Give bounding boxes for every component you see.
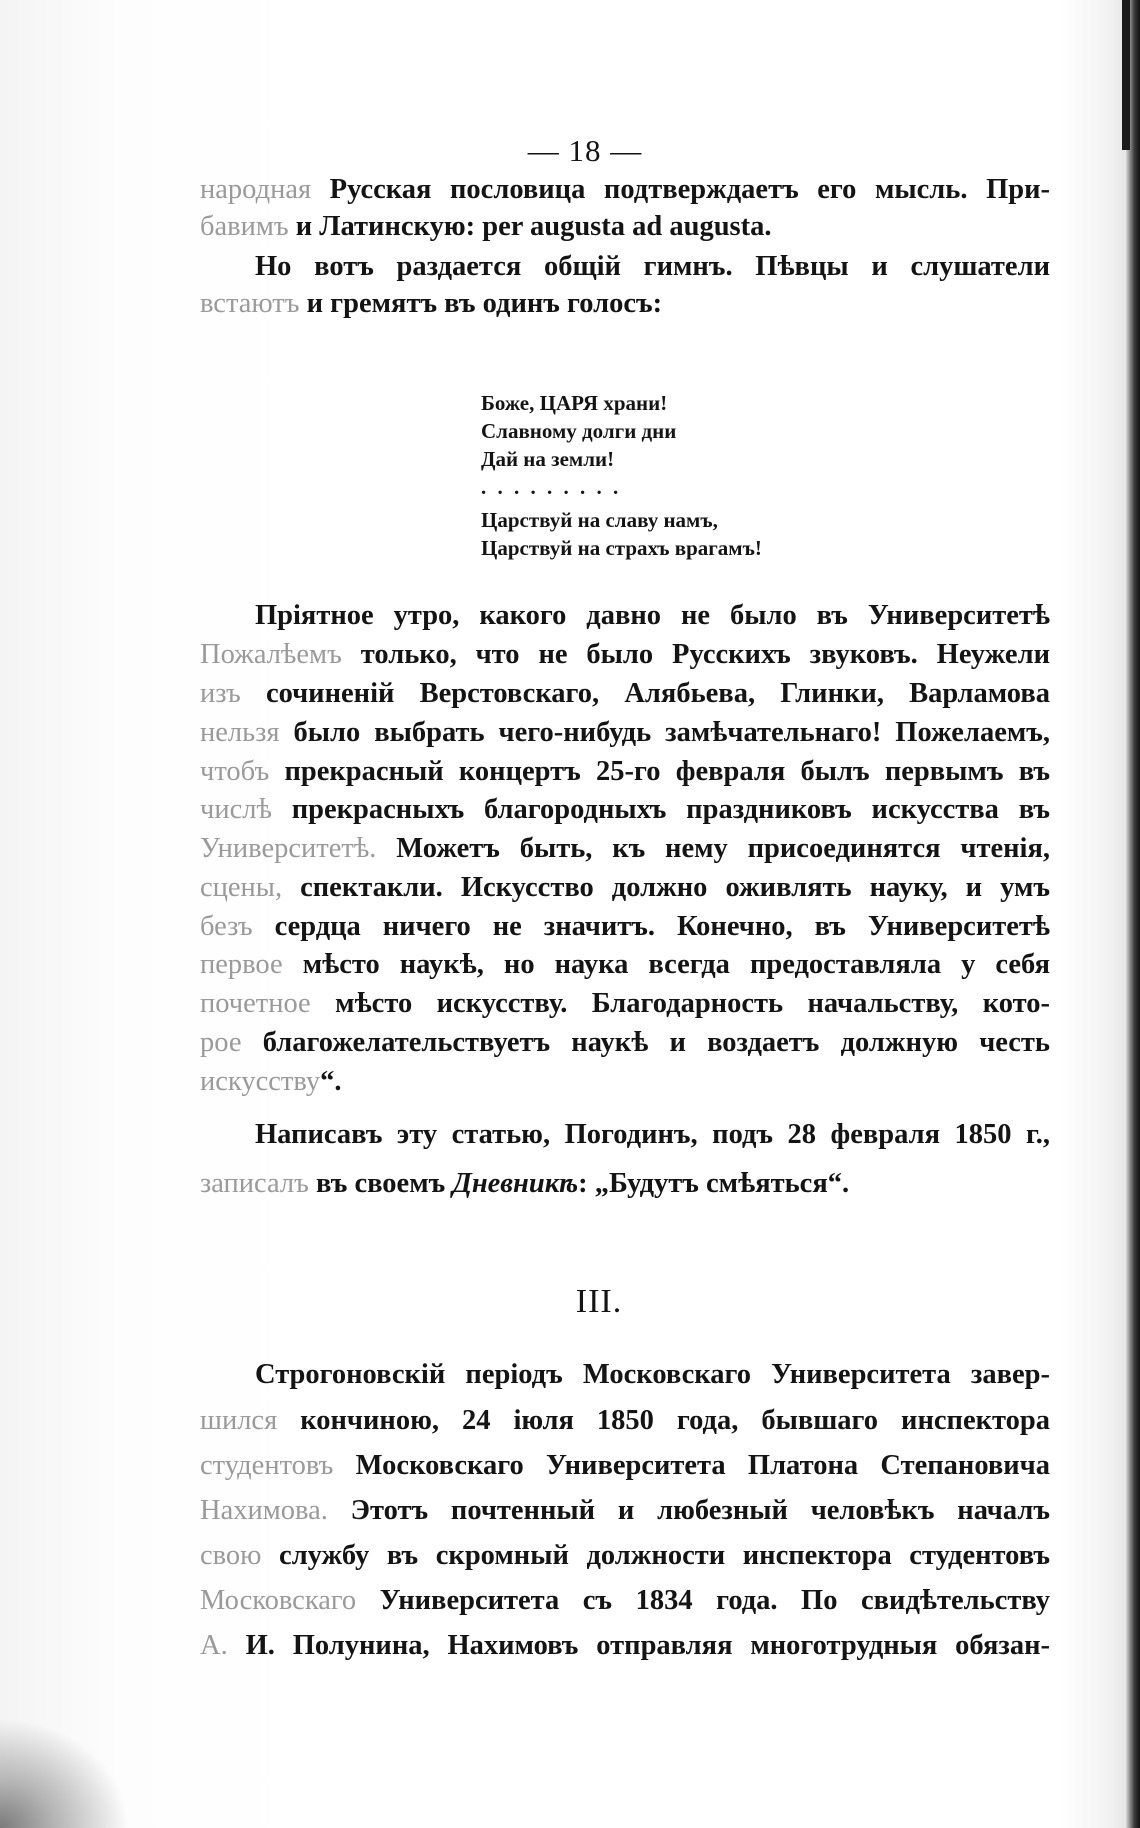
text-line: Строгоновскій періодъ Московскаго Университета завер- bbox=[255, 1359, 1050, 1390]
text-line: Написавъ эту статью, Погодинъ, подъ 28 февраля 1850 г., bbox=[255, 1119, 1050, 1150]
verse-line: Славному долги дни bbox=[481, 419, 677, 443]
text-line: Нахимова. Этотъ почтенный и любезный человѣкъ началъ bbox=[200, 1495, 1050, 1526]
text-line: нельзя было выбрать чего-нибудь замѣчательнаго! Пожелаемъ, bbox=[200, 717, 1050, 748]
text-line: бавимъ и Латинскую: per augusta ad augusta. bbox=[200, 211, 772, 242]
text-line: искусству“. bbox=[200, 1066, 342, 1097]
text-line: студентовъ Московскаго Университета Платона Степановича bbox=[200, 1450, 1050, 1481]
text-line: А. И. Полунина, Нахимовъ отправляя многотрудныя обязан- bbox=[200, 1630, 1050, 1661]
text-line: Пожалѣемъ только, что не было Русскихъ звуковъ. Неужели bbox=[200, 639, 1050, 670]
text-line: почетное мѣсто искусству. Благодарность начальству, кото- bbox=[200, 988, 1050, 1019]
text-line: встаютъ и гремятъ въ одинъ голосъ: bbox=[200, 288, 663, 319]
verse-line: Дай на земли! bbox=[481, 447, 615, 471]
text-line: рое благожелательствуетъ наукѣ и воздаетъ должную честь bbox=[200, 1027, 1050, 1058]
verse-line: Царствуй на страхъ врагамъ! bbox=[481, 536, 762, 560]
verse-line: Царствуй на славу намъ, bbox=[481, 508, 718, 532]
text-line: чтобъ прекрасный концертъ 25-го февраля былъ первымъ въ bbox=[200, 756, 1050, 787]
text-line: записалъ въ своемъ Дневникѣ: „Будутъ смѣяться“. bbox=[200, 1168, 850, 1199]
text-line: Университетѣ. Можетъ быть, къ нему присоединятся чтенія, bbox=[200, 833, 1050, 864]
verse-line: . . . . . . . . . bbox=[481, 475, 622, 499]
corner-thumb-shadow bbox=[0, 1718, 130, 1828]
text-line: сцены, спектакли. Искусство должно оживлять науку, и умъ bbox=[200, 872, 1050, 903]
text-line: шился кончиною, 24 іюля 1850 года, бывшаго инспектора bbox=[200, 1405, 1050, 1436]
section-heading: III. bbox=[575, 1283, 623, 1320]
page-number: — 18 — bbox=[527, 133, 643, 168]
text-line: Но вотъ раздается общій гимнъ. Пѣвцы и слушатели bbox=[255, 251, 1050, 282]
text-line: первое мѣсто наукѣ, но наука всегда предоставляла у себя bbox=[200, 949, 1050, 980]
text-line: Московскаго Университета съ 1834 года. По свидѣтельству bbox=[200, 1585, 1050, 1616]
text-line: числѣ прекрасныхъ благородныхъ праздниковъ искусства въ bbox=[200, 794, 1050, 825]
page-edge-shadow bbox=[1126, 0, 1140, 1828]
text-line: изъ сочиненій Верстовскаго, Алябьева, Глинки, Варламова bbox=[200, 678, 1050, 709]
verse-line: Боже, ЦАРЯ храни! bbox=[481, 391, 668, 415]
text-line: свою службу въ скромный должности инспектора студентовъ bbox=[200, 1540, 1050, 1571]
text-line: безъ сердца ничего не значитъ. Конечно, въ Университетѣ bbox=[200, 911, 1050, 942]
text-line: Пріятное утро, какого давно не было въ Университетѣ bbox=[255, 600, 1050, 631]
page-edge-dark bbox=[1122, 0, 1130, 150]
text-line: народная Русская пословица подтверждаетъ его мысль. При- bbox=[200, 174, 1050, 205]
